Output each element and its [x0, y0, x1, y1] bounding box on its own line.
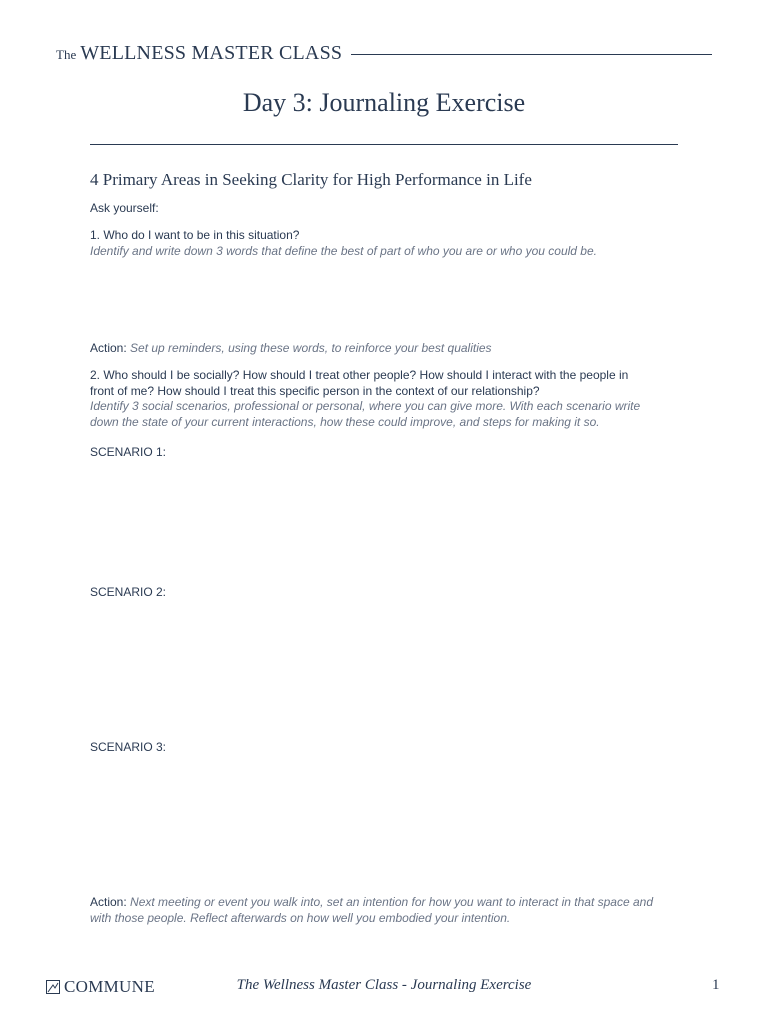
brand-prefix: The	[56, 47, 77, 62]
question-2-action	[90, 895, 682, 926]
brand-title	[56, 42, 342, 65]
page-number: 1	[712, 977, 720, 993]
footer-title: The Wellness Master Class - Journaling Exercise	[236, 977, 532, 993]
scenario-2-label: SCENARIO 2:	[90, 585, 167, 599]
question-1-action	[90, 341, 682, 357]
question-2-title-line-1: 2. Who should I be socially? How should I treat other people? How should I interact with the people in	[90, 368, 629, 382]
question-1	[90, 228, 682, 259]
action-text-line-2: with those people. Reflect afterwards on how well you embodied your intention.	[90, 910, 511, 925]
question-2-title-line-2: front of me? How should I treat this specific person in the context of our relationship?	[90, 383, 540, 398]
question-1-title: 1. Who do I want to be in this situation?	[90, 228, 300, 242]
scenario-3-label: SCENARIO 3:	[90, 740, 167, 754]
question-2-instruction-line-1: Identify 3 social scenarios, professional or personal, where you can give more. With each scenario write	[90, 399, 641, 413]
page-title: Day 3: Journaling Exercise	[242, 88, 526, 117]
title-divider	[90, 144, 678, 145]
question-2	[90, 368, 682, 430]
question-2-instruction-line-2: down the state of your current interactions, how these could improve, and steps for making it so.	[90, 414, 600, 429]
section-heading: 4 Primary Areas in Seeking Clarity for High Performance in Life	[90, 170, 532, 189]
intro-text: Ask yourself:	[90, 201, 159, 215]
action-label: Action:	[90, 895, 127, 909]
action-text-line-1: Next meeting or event you walk into, set an intention for how you want to interact in that space and	[130, 895, 653, 909]
action-label: Action:	[90, 341, 127, 355]
header-divider	[351, 54, 712, 55]
question-1-instruction: Identify and write down 3 words that define the best of part of who you are or who you could be.	[90, 243, 597, 258]
commune-logo-text: COMMUNE	[64, 977, 155, 996]
action-text: Set up reminders, using these words, to reinforce your best qualities	[130, 341, 492, 355]
brand-name: WELLNESS MASTER CLASS	[80, 42, 343, 64]
scenario-1-label: SCENARIO 1:	[90, 445, 167, 459]
